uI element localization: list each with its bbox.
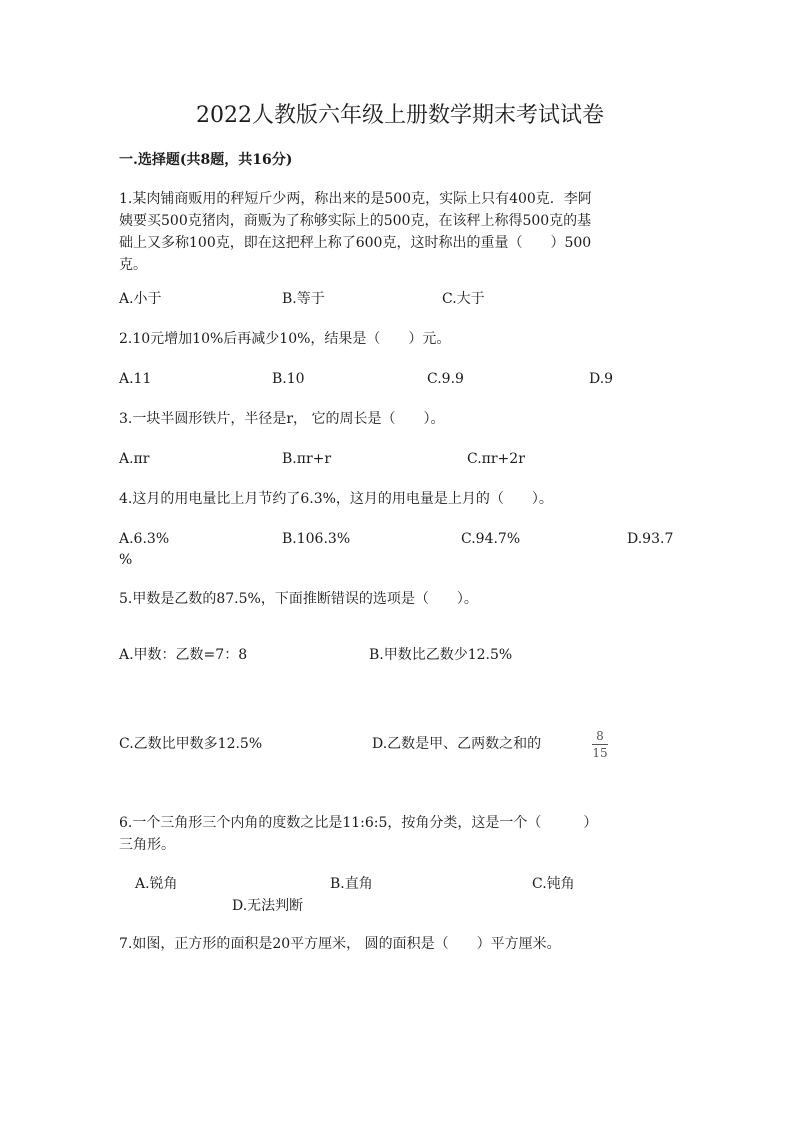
- question-6-line-2: 三角形。: [119, 837, 175, 853]
- option-a[interactable]: A.πr: [119, 451, 150, 467]
- option-b[interactable]: B.直角: [330, 876, 373, 892]
- question-1-line-1: 1.某肉铺商贩用的秤短斤少两，称出来的是500克，实际上只有400克．李阿: [119, 191, 592, 207]
- option-b[interactable]: B.等于: [282, 291, 325, 307]
- exam-title: 2022人教版六年级上册数学期末考试试卷: [196, 103, 604, 128]
- option-d[interactable]: D.9: [589, 371, 614, 387]
- option-d[interactable]: D.乙数是甲、乙两数之和的: [372, 736, 542, 752]
- option-d[interactable]: D.93.7: [627, 531, 674, 547]
- option-c[interactable]: C.乙数比甲数多12.5%: [119, 736, 263, 752]
- question-1-line-2: 姨要买500克猪肉，商贩为了称够实际上的500克，在该秤上称得500克的基: [119, 213, 592, 229]
- option-a[interactable]: A.甲数：乙数=7：8: [119, 647, 248, 663]
- option-d[interactable]: D.无法判断: [232, 898, 304, 914]
- option-a[interactable]: A.小于: [119, 291, 162, 307]
- question-1: [119, 188, 592, 276]
- fraction-numerator: 8: [596, 729, 604, 743]
- option-a[interactable]: A.11: [119, 371, 152, 387]
- option-c[interactable]: C.πr+2r: [467, 451, 525, 467]
- option-c[interactable]: C.大于: [442, 291, 485, 307]
- question-1-line-3: 础上又多称100克，即在这把秤上称了600克，这时称出的重量（ ）500: [119, 235, 592, 251]
- question-1-line-4: 克。: [119, 257, 147, 273]
- question-3: 3.一块半圆形铁片，半径是r， 它的周长是（ ）。: [119, 411, 445, 427]
- option-b[interactable]: B.甲数比乙数少12.5%: [369, 647, 513, 663]
- fraction-bar: [592, 744, 608, 745]
- option-d-wrap: %: [119, 552, 133, 568]
- option-c[interactable]: C.钝角: [532, 876, 575, 892]
- option-a[interactable]: A.锐角: [135, 876, 178, 892]
- section-heading: 一.选择题(共8题，共16分): [119, 152, 293, 168]
- question-4: 4.这月的用电量比上月节约了6.3%，这月的用电量是上月的（ ）。: [119, 491, 553, 507]
- fraction-denominator: 15: [592, 746, 608, 760]
- question-2: 2.10元增加10%后再减少10%，结果是（ ）元。: [119, 331, 451, 347]
- fraction: [592, 729, 608, 760]
- option-a[interactable]: A.6.3%: [119, 531, 170, 547]
- question-6: [119, 812, 597, 856]
- question-7: 7.如图，正方形的面积是20平方厘米， 圆的面积是（ ）平方厘米。: [119, 936, 561, 952]
- option-b[interactable]: B.106.3%: [282, 531, 351, 547]
- question-6-line-1: 6.一个三角形三个内角的度数之比是11:6:5，按角分类，这是一个（ ）: [119, 815, 598, 831]
- question-5: 5.甲数是乙数的87.5%，下面推断错误的选项是（ ）。: [119, 591, 478, 607]
- option-b[interactable]: B.10: [272, 371, 305, 387]
- option-c[interactable]: C.94.7%: [461, 531, 521, 547]
- option-c[interactable]: C.9.9: [427, 371, 464, 387]
- option-b[interactable]: B.πr+r: [282, 451, 332, 467]
